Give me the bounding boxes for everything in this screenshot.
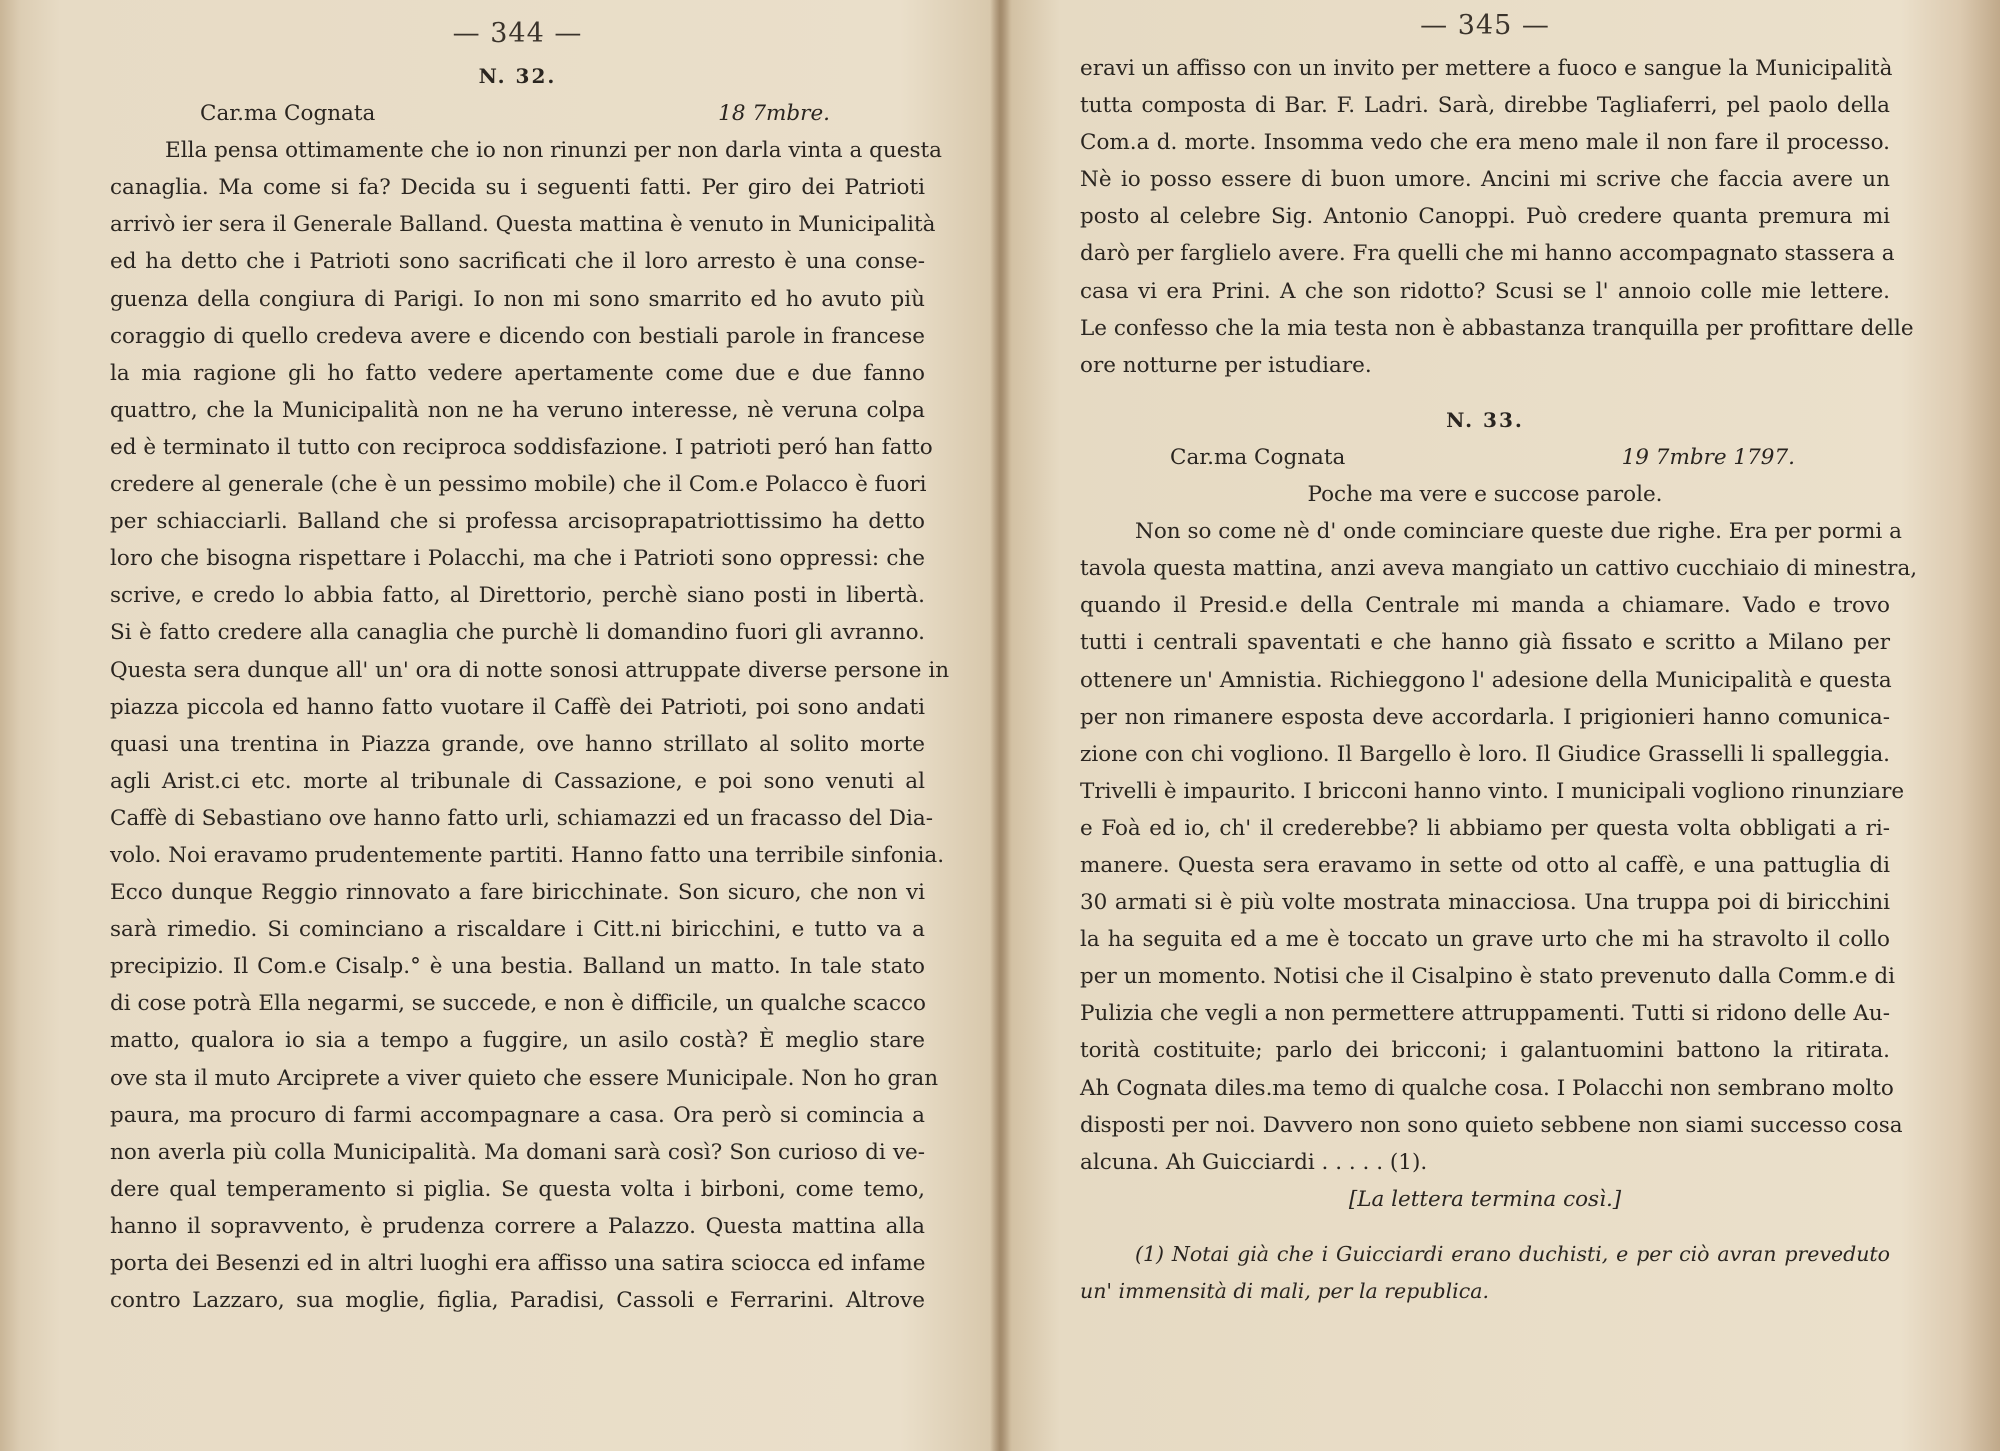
text-line: matto, qualora io sia a tempo a fuggire, un asilo costà? È meglio stare [110,1028,925,1054]
text-line: quattro, che la Municipalità non ne ha veruno interesse, nè veruna colpa [110,397,925,423]
text-line: tutta composta di Bar. F. Ladri. Sarà, direbbe Tagliaferri, pel paolo della [1080,93,1890,119]
text-line: Com.a d. morte. Insomma vedo che era meno male il non fare il processo. [1080,130,1890,156]
letter-subtitle: Poche ma vere e succose parole. [1307,482,1663,508]
text-line: arrivò ier sera il Generale Balland. Questa mattina è venuto in Municipalità [110,212,936,238]
letter-date: 19 7mbre 1797. [1621,444,1795,470]
text-line: e Foà ed io, ch' il crederebbe? li abbiamo per questa volta obbligati a ri- [1080,815,1890,841]
text-line: posto al celebre Sig. Antonio Canoppi. Può credere quanta premura mi [1080,204,1890,230]
text-line: scrive, e credo lo abbia fatto, al Direttorio, perchè siano posti in libertà. [110,583,925,609]
spacer [1080,1218,1890,1236]
spacer [1080,384,1890,402]
text-line: ottenere un' Amnistia. Richieggono l' adesione della Municipalità e questa [1080,667,1892,693]
text-line: guenza della congiura di Parigi. Io non mi sono smarrito ed ho avuto più [110,286,925,312]
text-line: hanno il sopravvento, è prudenza correre a Palazzo. Questa mattina alla [110,1213,925,1239]
text-line: Questa sera dunque all' un' ora di notte sonosi attruppate diverse persone in [110,657,950,683]
text-line: di cose potrà Ella negarmi, se succede, e non è difficile, un qualche scacco [110,991,926,1017]
text-line: alcuna. Ah Guicciardi . . . . . (1). [1080,1149,1428,1175]
text-line: piazza piccola ed hanno fatto vuotare il Caffè dei Patrioti, poi sono andati [110,694,925,720]
text-line: Ecco dunque Reggio rinnovato a fare biricchinate. Son sicuro, che non vi [110,880,925,906]
footnote-line: (1) Notai già che i Guicciardi erano duchisti, e per ciò avran preveduto [1135,1241,1890,1266]
text-line: Ella pensa ottimamente che io non rinunzi per non darla vinta a questa [165,138,942,164]
text-line: per non rimanere esposta deve accordarla. I prigionieri hanno comunica- [1080,704,1890,730]
page-number-344: — 344 — [452,18,583,49]
page-number-345: — 345 — [1420,10,1550,41]
text-line: Le confesso che la mia testa non è abbastanza tranquilla per profittare delle [1080,315,1914,341]
text-line: la ha seguita ed a me è toccato un grave urto che mi ha stravolto il collo [1080,927,1890,953]
left-page [110,0,950,1451]
text-line: Ah Cognata diles.ma temo di qualche cosa. I Polacchi non sembrano molto [1080,1075,1894,1101]
book-gutter [990,0,1012,1451]
text-line: quando il Presid.e della Centrale mi manda a chiamare. Vado e trovo [1080,593,1890,619]
text-line: disposti per noi. Davvero non sono quieto sebbene non siami successo cosa [1080,1112,1903,1138]
salutation-row [110,95,925,132]
text-line: darò per farglielo avere. Fra quelli che mi hanno accompagnato stassera a [1080,241,1895,267]
footnote-line: un' immensità di mali, per la republica. [1080,1279,1489,1303]
text-line: ed ha detto che i Patrioti sono sacrificati che il loro arresto è una conse- [110,249,925,275]
salutation: Car.ma Cognata [1170,444,1346,470]
text-line: eravi un affisso con un invito per mettere a fuoco e sangue la Municipalità [1080,56,1893,81]
text-line: tutti i centrali spaventati e che hanno già fissato e scritto a Milano per [1080,630,1890,656]
right-page-text [1080,50,1918,1310]
text-line: loro che bisogna rispettare i Polacchi, ma che i Patrioti sono oppressi: che [110,546,925,572]
right-page [1080,0,1918,1451]
text-line: la mia ragione gli ho fatto vedere apertamente come due e due fanno [110,360,925,386]
text-line: Nè io posso essere di buon umore. Ancini mi scrive che faccia avere un [1080,167,1890,193]
text-line: Non so come nè d' onde cominciare queste due righe. Era per pormi a [1135,519,1902,545]
text-line: paura, ma procuro di farmi accompagnare a casa. Ora però si comincia a [110,1102,925,1128]
text-line: dere qual temperamento si piglia. Se questa volta i birboni, come temo, [110,1176,925,1202]
text-line: per schiacciarli. Balland che si professa arcisoprapatriottissimo ha detto [110,509,925,535]
letter-heading-32: N. 32. [478,64,557,88]
text-line: porta dei Besenzi ed in altri luoghi era affisso una satira sciocca ed infame [110,1251,926,1276]
text-line: ed è terminato il tutto con reciproca soddisfazione. I patrioti peró han fatto [110,434,933,460]
text-line: coraggio di quello credeva avere e dicendo con bestiali parole in francese [110,323,925,349]
text-line: casa vi era Prini. A che son ridotto? Scusi se l' annoio colle mie lettere. [1080,278,1890,304]
text-line: credere al generale (che è un pessimo mobile) che il Com.e Polacco è fuori [110,472,927,498]
text-line: torità costituite; parlo dei bricconi; i galantuomini battono la ritirata. [1080,1038,1890,1064]
closing-note: [La lettera termina così.] [1348,1186,1622,1212]
text-line: Si è fatto credere alla canaglia che purchè li domandino fuori gli avranno. [110,620,925,646]
salutation-row [1080,439,1890,476]
text-line: canaglia. Ma come si fa? Decida su i seguenti fatti. Per giro dei Patrioti [110,175,925,201]
text-line: quasi una trentina in Piazza grande, ove hanno strillato al solito morte [110,731,925,757]
text-line: Trivelli è impaurito. I bricconi hanno vinto. I municipali vogliono rinunziare [1080,778,1905,804]
text-line: manere. Questa sera eravamo in sette od otto al caffè, e una pattuglia di [1080,852,1890,878]
text-line: contro Lazzaro, sua moglie, figlia, Paradisi, Cassoli e Ferrarini. Altrove [110,1288,925,1314]
text-line: agli Arist.ci etc. morte al tribunale di Cassazione, e poi sono venuti al [110,768,925,794]
letter-date: 18 7mbre. [718,101,830,127]
text-line: sarà rimedio. Si cominciano a riscaldare i Citt.ni biricchini, e tutto va a [110,917,925,943]
text-line: non averla più colla Municipalità. Ma domani sarà così? Son curioso di ve- [110,1139,925,1165]
text-line: per un momento. Notisi che il Cisalpino è stato prevenuto dalla Comm.e di [1080,964,1896,990]
text-line: 30 armati si è più volte mostrata minacciosa. Una truppa poi di biricchini [1080,890,1890,916]
text-line: tavola questa mattina, anzi aveva mangiato un cattivo cucchiaio di minestra, [1080,556,1918,582]
text-line: precipizio. Il Com.e Cisalp.° è una bestia. Balland un matto. In tale stato [110,954,925,980]
salutation: Car.ma Cognata [200,101,376,127]
left-page-text [110,58,950,1319]
text-line: Pulizia che vegli a non permettere attruppamenti. Tutti si ridono delle Au- [1080,1001,1890,1027]
text-line: ore notturne per istudiare. [1080,352,1372,378]
letter-heading-33: N. 33. [1446,407,1524,432]
text-line: Caffè di Sebastiano ove hanno fatto urli, schiamazzi ed un fracasso del Dia- [110,805,933,831]
text-line: zione con chi vogliono. Il Bargello è loro. Il Giudice Grasselli li spalleggia. [1080,741,1890,767]
text-line: volo. Noi eravamo prudentemente partiti. Hanno fatto una terribile sinfonia. [110,842,945,868]
text-line: ove sta il muto Arciprete a viver quieto che essere Municipale. Non ho gran [110,1065,939,1091]
